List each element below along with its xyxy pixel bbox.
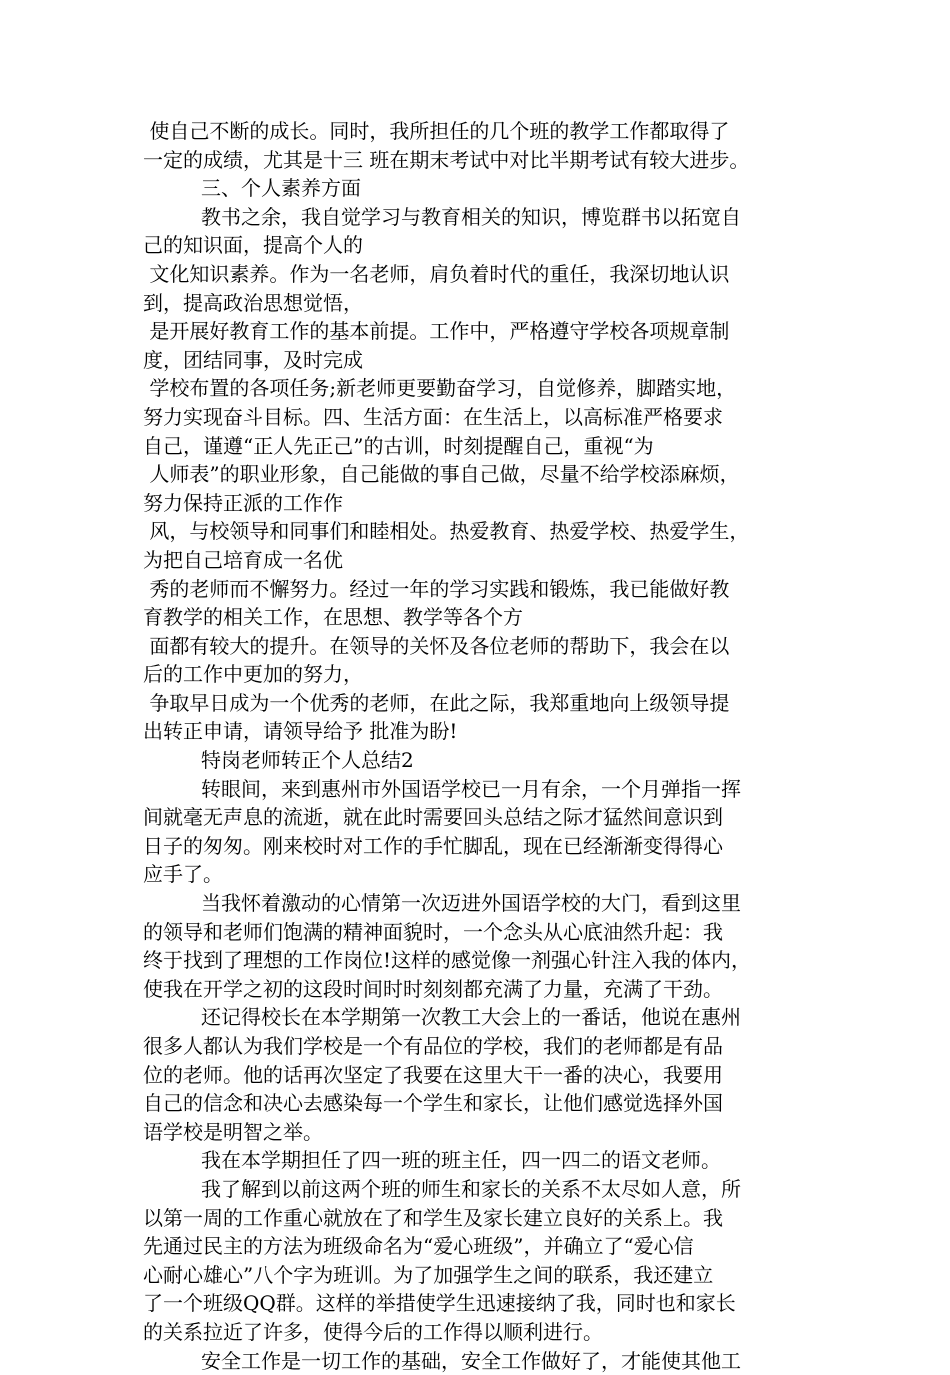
text-line: 度，团结同事，及时完成: [143, 347, 363, 372]
text-line: 努力实现奋斗目标。四、生活方面：在生活上，以高标准严格要求: [143, 404, 723, 429]
text-line: 后的工作中更加的努力，: [143, 662, 363, 687]
document-page: [143, 117, 823, 1375]
text-line: 先通过民主的方法为班级命名为“爱心班级”，并确立了“爱心信: [143, 1234, 694, 1259]
text-line: 一定的成绩，尤其是十三 班在期末考试中对比半期考试有较大进步。: [143, 147, 750, 172]
text-line: 育教学的相关工作，在思想、教学等各个方: [143, 605, 523, 630]
text-line: 使自己不断的成长。同时，我所担任的几个班的教学工作都取得了: [143, 119, 730, 143]
text-line: 转眼间，来到惠州市外国语学校已一月有余，一个月弹指一挥: [201, 776, 741, 801]
text-line: 使我在开学之初的这段时间时时刻刻都充满了力量，充满了干劲。: [143, 976, 723, 1001]
text-line: 还记得校长在本学期第一次教工大会上的一番话，他说在惠州: [201, 1005, 741, 1030]
text-line: 了一个班级QQ群。这样的举措使学生迅速接纳了我，同时也和家长: [143, 1291, 736, 1316]
text-line: 风，与校领导和同事们和睦相处。热爱教育、热爱学校、热爱学生，: [143, 519, 750, 544]
text-line: 到，提高政治思想觉悟，: [143, 290, 363, 315]
text-line: 日子的匆匆。刚来校时对工作的手忙脚乱，现在已经渐渐变得得心: [143, 833, 723, 858]
text-line: 我了解到以前这两个班的师生和家长的关系不太尽如人意，所: [201, 1176, 741, 1201]
text-line: 教书之余，我自觉学习与教育相关的知识，博览群书以拓宽自: [201, 204, 741, 229]
text-line: 的领导和老师们饱满的精神面貌时，一个念头从心底油然升起：我: [143, 919, 723, 944]
text-line: 心耐心雄心”八个字为班训。为了加强学生之间的联系，我还建立: [143, 1262, 714, 1287]
text-line: 己的知识面，提高个人的: [143, 233, 363, 258]
text-line: 是开展好教育工作的基本前提。工作中，严格遵守学校各项规章制: [143, 319, 730, 344]
text-line: 间就毫无声息的流逝，就在此时需要回头总结之际才猛然间意识到: [143, 805, 723, 830]
text-line: 努力保持正派的工作作: [143, 490, 343, 515]
text-line: 特岗老师转正个人总结2: [201, 748, 414, 773]
text-line: 为把自己培育成一名优: [143, 547, 343, 572]
text-line: 的关系拉近了许多，使得今后的工作得以顺利进行。: [143, 1319, 603, 1344]
text-line: 当我怀着激动的心情第一次迈进外国语学校的大门，看到这里: [201, 891, 741, 916]
text-line: 安全工作是一切工作的基础，安全工作做好了，才能使其他工: [201, 1348, 741, 1373]
text-line: 三、个人素养方面: [201, 176, 361, 201]
text-line: 终于找到了理想的工作岗位!这样的感觉像一剂强心针注入我的体内，: [143, 948, 752, 973]
text-line: 秀的老师而不懈努力。经过一年的学习实践和锻炼，我已能做好教: [143, 576, 730, 601]
text-line: 自己，谨遵“正人先正己”的古训，时刻提醒自己，重视“为: [143, 433, 654, 458]
text-line: 以第一周的工作重心就放在了和学生及家长建立良好的关系上。我: [143, 1205, 723, 1230]
text-line: 我在本学期担任了四一班的班主任，四一四二的语文老师。: [201, 1148, 721, 1173]
text-line: 文化知识素养。作为一名老师，肩负着时代的重任，我深切地认识: [143, 261, 730, 286]
text-line: 很多人都认为我们学校是一个有品位的学校，我们的老师都是有品: [143, 1034, 723, 1058]
text-line: 争取早日成为一个优秀的老师，在此之际，我郑重地向上级领导提: [143, 690, 730, 715]
text-line: 自己的信念和决心去感染每一个学生和家长，让他们感觉选择外国: [143, 1091, 723, 1116]
text-line: 出转正申请，请领导给予 批准为盼!: [143, 719, 458, 744]
text-line: 学校布置的各项任务;新老师更要勤奋学习，自觉修养，脚踏实地，: [143, 376, 737, 401]
text-line: 应手了。: [143, 862, 223, 887]
text-line: 面都有较大的提升。在领导的关怀及各位老师的帮助下，我会在以: [143, 633, 730, 658]
text-line: 位的老师。他的话再次坚定了我要在这里大干一番的决心，我要用: [143, 1062, 723, 1087]
text-line: 语学校是明智之举。: [143, 1119, 323, 1144]
text-line: 人师表”的职业形象，自己能做的事自己做，尽量不给学校添麻烦，: [143, 462, 740, 487]
